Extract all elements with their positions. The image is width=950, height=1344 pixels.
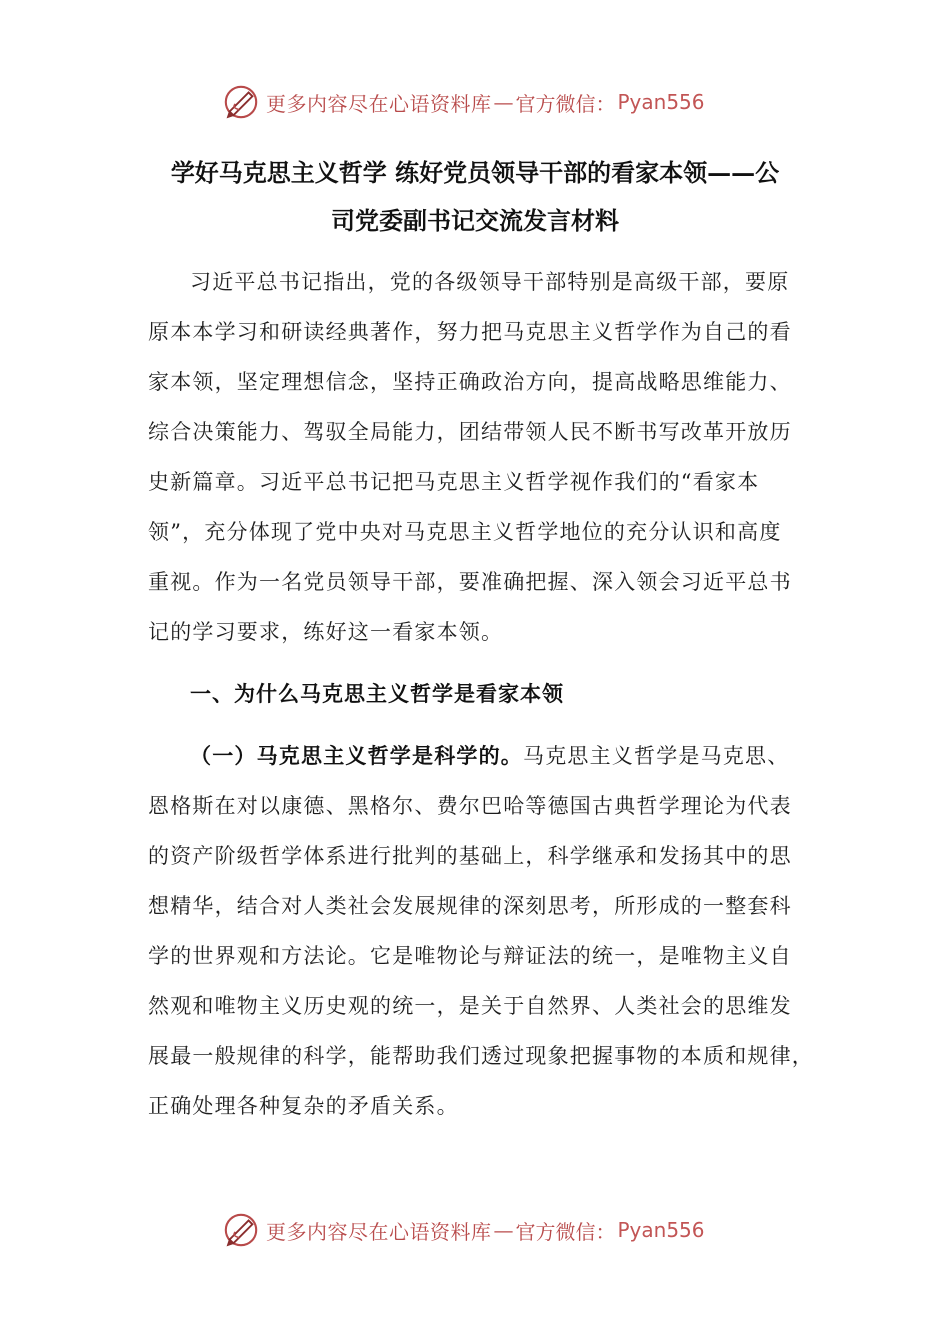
paragraph-line: 重视。作为一名党员领导干部，要准确把握、深入领会习近平总书 — [148, 570, 792, 594]
paragraph-line: 家本领，坚定理想信念，坚持正确政治方向，提高战略思维能力、 — [148, 370, 792, 394]
paragraph-line: 史新篇章。习近平总书记把马克思主义哲学视作我们的“看家本 — [148, 470, 760, 494]
paragraph-line: 记的学习要求，练好这一看家本领。 — [148, 620, 504, 644]
paragraph-lead-bold: （一）马克思主义哲学是科学的。 — [190, 743, 523, 768]
banner-wechat-label: 官方微信： — [515, 91, 616, 116]
banner-dash: — — [493, 90, 514, 114]
document-title-line-2: 司党委副书记交流发言材料 — [331, 206, 619, 235]
header-watermark-banner — [222, 82, 742, 122]
paragraph-line: 正确处理各种复杂的矛盾关系。 — [148, 1094, 459, 1118]
paragraph-line: 习近平总书记指出，党的各级领导干部特别是高级干部，要原 — [190, 270, 790, 294]
section-heading: 一、为什么马克思主义哲学是看家本领 — [190, 681, 564, 706]
paragraph-line: 恩格斯在对以康德、黑格尔、费尔巴哈等德国古典哲学理论为代表 — [148, 794, 792, 818]
paragraph-line: 想精华，结合对人类社会发展规律的深刻思考，所形成的一整套科 — [148, 894, 792, 918]
paragraph-lead-line — [190, 740, 789, 770]
paragraph-lead-rest: 马克思主义哲学是马克思、 — [523, 744, 790, 768]
footer-watermark-banner — [222, 1210, 742, 1250]
paragraph-line: 展最一般规律的科学，能帮助我们透过现象把握事物的本质和规律， — [148, 1044, 814, 1068]
paragraph-line: 的资产阶级哲学体系进行批判的基础上，科学继承和发扬其中的思 — [148, 844, 792, 868]
paragraph-line: 学的世界观和方法论。它是唯物论与辩证法的统一，是唯物主义自 — [148, 944, 792, 968]
banner-dash: — — [493, 1218, 514, 1242]
banner-wechat-id: Pyan556 — [617, 90, 705, 114]
pen-logo-icon — [222, 83, 260, 121]
banner-text: 更多内容尽在心语资料库 — [266, 91, 492, 116]
paragraph-line: 原本本学习和研读经典著作，努力把马克思主义哲学作为自己的看 — [148, 320, 792, 344]
pen-logo-icon — [222, 1211, 260, 1249]
banner-text: 更多内容尽在心语资料库 — [266, 1219, 492, 1244]
paragraph-line: 然观和唯物主义历史观的统一，是关于自然界、人类社会的思维发 — [148, 994, 792, 1018]
banner-wechat-id: Pyan556 — [617, 1218, 705, 1242]
banner-wechat-label: 官方微信： — [515, 1219, 616, 1244]
paragraph-line: 综合决策能力、驾驭全局能力，团结带领人民不断书写改革开放历 — [148, 420, 792, 444]
document-title-line-1: 学好马克思主义哲学 练好党员领导干部的看家本领——公 — [170, 158, 780, 187]
paragraph-line: 领”，充分体现了党中央对马克思主义哲学地位的充分认识和高度 — [148, 520, 782, 544]
